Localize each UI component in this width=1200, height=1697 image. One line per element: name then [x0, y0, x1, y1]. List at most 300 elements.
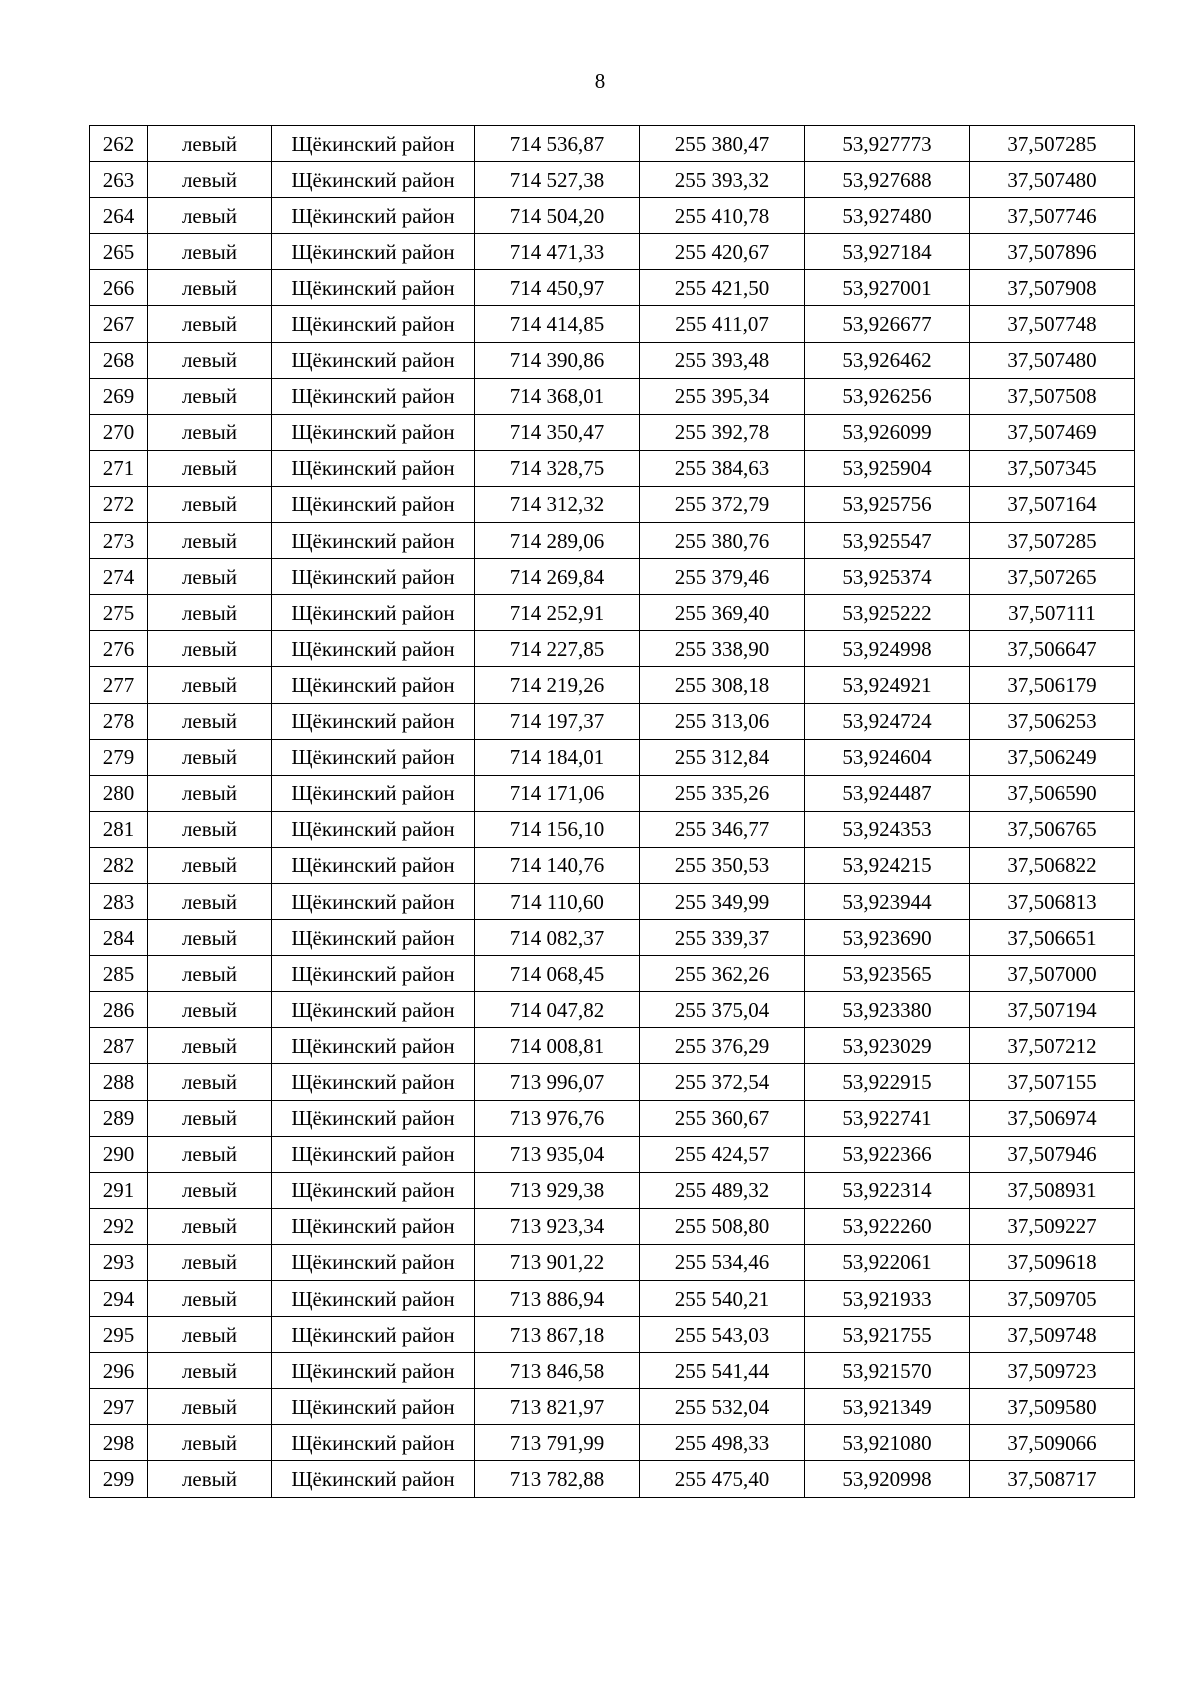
- district-cell: Щёкинский район: [272, 847, 475, 883]
- point-number-cell: 299: [90, 1461, 148, 1497]
- bank-side-cell: левый: [148, 1281, 272, 1317]
- district-cell: Щёкинский район: [272, 1317, 475, 1353]
- longitude-cell: 37,507164: [970, 486, 1135, 522]
- longitude-cell: 37,509580: [970, 1389, 1135, 1425]
- longitude-cell: 37,506765: [970, 811, 1135, 847]
- point-number-cell: 297: [90, 1389, 148, 1425]
- district-cell: Щёкинский район: [272, 1172, 475, 1208]
- y-coordinate-cell: 255 362,26: [640, 956, 805, 992]
- latitude-cell: 53,925374: [805, 559, 970, 595]
- x-coordinate-cell: 714 328,75: [475, 450, 640, 486]
- table-row: [90, 342, 1135, 378]
- longitude-cell: 37,507896: [970, 234, 1135, 270]
- x-coordinate-cell: 713 846,58: [475, 1353, 640, 1389]
- bank-side-cell: левый: [148, 1208, 272, 1244]
- latitude-cell: 53,923565: [805, 956, 970, 992]
- bank-side-cell: левый: [148, 126, 272, 162]
- table-row: [90, 414, 1135, 450]
- y-coordinate-cell: 255 393,32: [640, 162, 805, 198]
- latitude-cell: 53,927184: [805, 234, 970, 270]
- x-coordinate-cell: 714 197,37: [475, 703, 640, 739]
- x-coordinate-cell: 714 536,87: [475, 126, 640, 162]
- longitude-cell: 37,506822: [970, 847, 1135, 883]
- y-coordinate-cell: 255 540,21: [640, 1281, 805, 1317]
- latitude-cell: 53,921933: [805, 1281, 970, 1317]
- point-number-cell: 267: [90, 306, 148, 342]
- latitude-cell: 53,924921: [805, 667, 970, 703]
- longitude-cell: 37,507908: [970, 270, 1135, 306]
- table-row: [90, 198, 1135, 234]
- district-cell: Щёкинский район: [272, 667, 475, 703]
- table-row: [90, 270, 1135, 306]
- latitude-cell: 53,923380: [805, 992, 970, 1028]
- bank-side-cell: левый: [148, 198, 272, 234]
- y-coordinate-cell: 255 489,32: [640, 1172, 805, 1208]
- y-coordinate-cell: 255 346,77: [640, 811, 805, 847]
- longitude-cell: 37,509723: [970, 1353, 1135, 1389]
- y-coordinate-cell: 255 543,03: [640, 1317, 805, 1353]
- y-coordinate-cell: 255 335,26: [640, 775, 805, 811]
- x-coordinate-cell: 714 156,10: [475, 811, 640, 847]
- bank-side-cell: левый: [148, 1353, 272, 1389]
- bank-side-cell: левый: [148, 595, 272, 631]
- district-cell: Щёкинский район: [272, 631, 475, 667]
- latitude-cell: 53,924215: [805, 847, 970, 883]
- bank-side-cell: левый: [148, 523, 272, 559]
- district-cell: Щёкинский район: [272, 992, 475, 1028]
- x-coordinate-cell: 714 414,85: [475, 306, 640, 342]
- y-coordinate-cell: 255 376,29: [640, 1028, 805, 1064]
- bank-side-cell: левый: [148, 920, 272, 956]
- latitude-cell: 53,927688: [805, 162, 970, 198]
- district-cell: Щёкинский район: [272, 1244, 475, 1280]
- table-row: [90, 1244, 1135, 1280]
- x-coordinate-cell: 714 227,85: [475, 631, 640, 667]
- district-cell: Щёкинский район: [272, 1208, 475, 1244]
- x-coordinate-cell: 713 867,18: [475, 1317, 640, 1353]
- latitude-cell: 53,920998: [805, 1461, 970, 1497]
- bank-side-cell: левый: [148, 378, 272, 414]
- bank-side-cell: левый: [148, 883, 272, 919]
- bank-side-cell: левый: [148, 162, 272, 198]
- point-number-cell: 278: [90, 703, 148, 739]
- point-number-cell: 288: [90, 1064, 148, 1100]
- point-number-cell: 291: [90, 1172, 148, 1208]
- y-coordinate-cell: 255 369,40: [640, 595, 805, 631]
- longitude-cell: 37,506249: [970, 739, 1135, 775]
- district-cell: Щёкинский район: [272, 559, 475, 595]
- bank-side-cell: левый: [148, 667, 272, 703]
- latitude-cell: 53,922260: [805, 1208, 970, 1244]
- x-coordinate-cell: 714 140,76: [475, 847, 640, 883]
- table-row: [90, 811, 1135, 847]
- bank-side-cell: левый: [148, 1172, 272, 1208]
- point-number-cell: 295: [90, 1317, 148, 1353]
- table-row: [90, 775, 1135, 811]
- x-coordinate-cell: 713 976,76: [475, 1100, 640, 1136]
- x-coordinate-cell: 714 527,38: [475, 162, 640, 198]
- longitude-cell: 37,506253: [970, 703, 1135, 739]
- longitude-cell: 37,506651: [970, 920, 1135, 956]
- bank-side-cell: левый: [148, 811, 272, 847]
- table-row: [90, 920, 1135, 956]
- bank-side-cell: левый: [148, 1461, 272, 1497]
- bank-side-cell: левый: [148, 775, 272, 811]
- district-cell: Щёкинский район: [272, 523, 475, 559]
- district-cell: Щёкинский район: [272, 234, 475, 270]
- y-coordinate-cell: 255 380,47: [640, 126, 805, 162]
- x-coordinate-cell: 714 110,60: [475, 883, 640, 919]
- table-row: [90, 523, 1135, 559]
- y-coordinate-cell: 255 372,79: [640, 486, 805, 522]
- point-number-cell: 265: [90, 234, 148, 270]
- latitude-cell: 53,924353: [805, 811, 970, 847]
- x-coordinate-cell: 714 219,26: [475, 667, 640, 703]
- latitude-cell: 53,924998: [805, 631, 970, 667]
- district-cell: Щёкинский район: [272, 1389, 475, 1425]
- y-coordinate-cell: 255 313,06: [640, 703, 805, 739]
- longitude-cell: 37,506179: [970, 667, 1135, 703]
- longitude-cell: 37,507746: [970, 198, 1135, 234]
- bank-side-cell: левый: [148, 703, 272, 739]
- point-number-cell: 289: [90, 1100, 148, 1136]
- latitude-cell: 53,925222: [805, 595, 970, 631]
- district-cell: Щёкинский район: [272, 1425, 475, 1461]
- bank-side-cell: левый: [148, 414, 272, 450]
- y-coordinate-cell: 255 411,07: [640, 306, 805, 342]
- latitude-cell: 53,924604: [805, 739, 970, 775]
- district-cell: Щёкинский район: [272, 883, 475, 919]
- point-number-cell: 263: [90, 162, 148, 198]
- table-row: [90, 1425, 1135, 1461]
- longitude-cell: 37,507480: [970, 162, 1135, 198]
- point-number-cell: 271: [90, 450, 148, 486]
- longitude-cell: 37,507345: [970, 450, 1135, 486]
- y-coordinate-cell: 255 393,48: [640, 342, 805, 378]
- bank-side-cell: левый: [148, 486, 272, 522]
- y-coordinate-cell: 255 384,63: [640, 450, 805, 486]
- latitude-cell: 53,925904: [805, 450, 970, 486]
- x-coordinate-cell: 714 252,91: [475, 595, 640, 631]
- district-cell: Щёкинский район: [272, 1136, 475, 1172]
- y-coordinate-cell: 255 338,90: [640, 631, 805, 667]
- y-coordinate-cell: 255 312,84: [640, 739, 805, 775]
- x-coordinate-cell: 713 901,22: [475, 1244, 640, 1280]
- latitude-cell: 53,922061: [805, 1244, 970, 1280]
- latitude-cell: 53,922314: [805, 1172, 970, 1208]
- longitude-cell: 37,507000: [970, 956, 1135, 992]
- x-coordinate-cell: 713 782,88: [475, 1461, 640, 1497]
- longitude-cell: 37,507469: [970, 414, 1135, 450]
- longitude-cell: 37,507265: [970, 559, 1135, 595]
- point-number-cell: 266: [90, 270, 148, 306]
- longitude-cell: 37,509227: [970, 1208, 1135, 1244]
- longitude-cell: 37,509618: [970, 1244, 1135, 1280]
- table-row: [90, 1461, 1135, 1497]
- table-row: [90, 126, 1135, 162]
- x-coordinate-cell: 714 047,82: [475, 992, 640, 1028]
- district-cell: Щёкинский район: [272, 126, 475, 162]
- table-row: [90, 739, 1135, 775]
- point-number-cell: 268: [90, 342, 148, 378]
- point-number-cell: 269: [90, 378, 148, 414]
- point-number-cell: 294: [90, 1281, 148, 1317]
- bank-side-cell: левый: [148, 270, 272, 306]
- point-number-cell: 276: [90, 631, 148, 667]
- x-coordinate-cell: 713 821,97: [475, 1389, 640, 1425]
- district-cell: Щёкинский район: [272, 450, 475, 486]
- x-coordinate-cell: 714 171,06: [475, 775, 640, 811]
- district-cell: Щёкинский район: [272, 162, 475, 198]
- point-number-cell: 283: [90, 883, 148, 919]
- point-number-cell: 290: [90, 1136, 148, 1172]
- x-coordinate-cell: 713 935,04: [475, 1136, 640, 1172]
- latitude-cell: 53,926677: [805, 306, 970, 342]
- point-number-cell: 279: [90, 739, 148, 775]
- point-number-cell: 287: [90, 1028, 148, 1064]
- point-number-cell: 296: [90, 1353, 148, 1389]
- y-coordinate-cell: 255 508,80: [640, 1208, 805, 1244]
- longitude-cell: 37,507212: [970, 1028, 1135, 1064]
- table-row: [90, 595, 1135, 631]
- longitude-cell: 37,507285: [970, 523, 1135, 559]
- latitude-cell: 53,926462: [805, 342, 970, 378]
- point-number-cell: 264: [90, 198, 148, 234]
- district-cell: Щёкинский район: [272, 198, 475, 234]
- y-coordinate-cell: 255 534,46: [640, 1244, 805, 1280]
- y-coordinate-cell: 255 350,53: [640, 847, 805, 883]
- longitude-cell: 37,509748: [970, 1317, 1135, 1353]
- district-cell: Щёкинский район: [272, 414, 475, 450]
- x-coordinate-cell: 714 471,33: [475, 234, 640, 270]
- bank-side-cell: левый: [148, 234, 272, 270]
- table-row: [90, 1064, 1135, 1100]
- point-number-cell: 274: [90, 559, 148, 595]
- table-row: [90, 450, 1135, 486]
- latitude-cell: 53,922741: [805, 1100, 970, 1136]
- table-row: [90, 956, 1135, 992]
- table-row: [90, 1353, 1135, 1389]
- table-row: [90, 1028, 1135, 1064]
- latitude-cell: 53,923690: [805, 920, 970, 956]
- y-coordinate-cell: 255 308,18: [640, 667, 805, 703]
- latitude-cell: 53,926099: [805, 414, 970, 450]
- table-row: [90, 1100, 1135, 1136]
- y-coordinate-cell: 255 349,99: [640, 883, 805, 919]
- point-number-cell: 275: [90, 595, 148, 631]
- x-coordinate-cell: 714 068,45: [475, 956, 640, 992]
- bank-side-cell: левый: [148, 1136, 272, 1172]
- point-number-cell: 272: [90, 486, 148, 522]
- y-coordinate-cell: 255 360,67: [640, 1100, 805, 1136]
- latitude-cell: 53,926256: [805, 378, 970, 414]
- latitude-cell: 53,922915: [805, 1064, 970, 1100]
- bank-side-cell: левый: [148, 631, 272, 667]
- x-coordinate-cell: 714 350,47: [475, 414, 640, 450]
- latitude-cell: 53,927773: [805, 126, 970, 162]
- x-coordinate-cell: 714 082,37: [475, 920, 640, 956]
- district-cell: Щёкинский район: [272, 956, 475, 992]
- district-cell: Щёкинский район: [272, 739, 475, 775]
- y-coordinate-cell: 255 498,33: [640, 1425, 805, 1461]
- bank-side-cell: левый: [148, 1028, 272, 1064]
- y-coordinate-cell: 255 424,57: [640, 1136, 805, 1172]
- point-number-cell: 293: [90, 1244, 148, 1280]
- district-cell: Щёкинский район: [272, 486, 475, 522]
- y-coordinate-cell: 255 372,54: [640, 1064, 805, 1100]
- point-number-cell: 284: [90, 920, 148, 956]
- bank-side-cell: левый: [148, 1244, 272, 1280]
- latitude-cell: 53,921349: [805, 1389, 970, 1425]
- latitude-cell: 53,927480: [805, 198, 970, 234]
- bank-side-cell: левый: [148, 992, 272, 1028]
- point-number-cell: 292: [90, 1208, 148, 1244]
- longitude-cell: 37,507155: [970, 1064, 1135, 1100]
- table-row: [90, 1136, 1135, 1172]
- bank-side-cell: левый: [148, 306, 272, 342]
- table-row: [90, 1389, 1135, 1425]
- district-cell: Щёкинский район: [272, 775, 475, 811]
- x-coordinate-cell: 714 368,01: [475, 378, 640, 414]
- x-coordinate-cell: 714 390,86: [475, 342, 640, 378]
- longitude-cell: 37,509705: [970, 1281, 1135, 1317]
- point-number-cell: 286: [90, 992, 148, 1028]
- x-coordinate-cell: 714 008,81: [475, 1028, 640, 1064]
- latitude-cell: 53,925756: [805, 486, 970, 522]
- x-coordinate-cell: 714 312,32: [475, 486, 640, 522]
- point-number-cell: 273: [90, 523, 148, 559]
- district-cell: Щёкинский район: [272, 378, 475, 414]
- latitude-cell: 53,921755: [805, 1317, 970, 1353]
- latitude-cell: 53,924487: [805, 775, 970, 811]
- bank-side-cell: левый: [148, 1064, 272, 1100]
- x-coordinate-cell: 713 996,07: [475, 1064, 640, 1100]
- y-coordinate-cell: 255 375,04: [640, 992, 805, 1028]
- bank-side-cell: левый: [148, 1389, 272, 1425]
- longitude-cell: 37,506813: [970, 883, 1135, 919]
- point-number-cell: 262: [90, 126, 148, 162]
- table-row: [90, 1281, 1135, 1317]
- x-coordinate-cell: 714 289,06: [475, 523, 640, 559]
- y-coordinate-cell: 255 410,78: [640, 198, 805, 234]
- district-cell: Щёкинский район: [272, 306, 475, 342]
- longitude-cell: 37,508931: [970, 1172, 1135, 1208]
- latitude-cell: 53,922366: [805, 1136, 970, 1172]
- latitude-cell: 53,921080: [805, 1425, 970, 1461]
- district-cell: Щёкинский район: [272, 1461, 475, 1497]
- latitude-cell: 53,923029: [805, 1028, 970, 1064]
- x-coordinate-cell: 714 184,01: [475, 739, 640, 775]
- table-row: [90, 1208, 1135, 1244]
- x-coordinate-cell: 713 923,34: [475, 1208, 640, 1244]
- bank-side-cell: левый: [148, 1425, 272, 1461]
- longitude-cell: 37,506647: [970, 631, 1135, 667]
- district-cell: Щёкинский район: [272, 1064, 475, 1100]
- district-cell: Щёкинский район: [272, 595, 475, 631]
- bank-side-cell: левый: [148, 342, 272, 378]
- latitude-cell: 53,923944: [805, 883, 970, 919]
- district-cell: Щёкинский район: [272, 1281, 475, 1317]
- table-row: [90, 234, 1135, 270]
- district-cell: Щёкинский район: [272, 270, 475, 306]
- table-row: [90, 703, 1135, 739]
- x-coordinate-cell: 713 929,38: [475, 1172, 640, 1208]
- point-number-cell: 280: [90, 775, 148, 811]
- x-coordinate-cell: 714 450,97: [475, 270, 640, 306]
- longitude-cell: 37,508717: [970, 1461, 1135, 1497]
- coordinates-table: [89, 125, 1135, 1498]
- x-coordinate-cell: 713 791,99: [475, 1425, 640, 1461]
- bank-side-cell: левый: [148, 739, 272, 775]
- y-coordinate-cell: 255 380,76: [640, 523, 805, 559]
- longitude-cell: 37,506590: [970, 775, 1135, 811]
- longitude-cell: 37,507946: [970, 1136, 1135, 1172]
- y-coordinate-cell: 255 392,78: [640, 414, 805, 450]
- x-coordinate-cell: 714 504,20: [475, 198, 640, 234]
- table-row: [90, 1172, 1135, 1208]
- point-number-cell: 281: [90, 811, 148, 847]
- page-number: 8: [594, 69, 606, 93]
- y-coordinate-cell: 255 532,04: [640, 1389, 805, 1425]
- longitude-cell: 37,507480: [970, 342, 1135, 378]
- table-row: [90, 378, 1135, 414]
- table-row: [90, 883, 1135, 919]
- table-row: [90, 306, 1135, 342]
- longitude-cell: 37,507194: [970, 992, 1135, 1028]
- y-coordinate-cell: 255 395,34: [640, 378, 805, 414]
- longitude-cell: 37,507285: [970, 126, 1135, 162]
- bank-side-cell: левый: [148, 559, 272, 595]
- y-coordinate-cell: 255 379,46: [640, 559, 805, 595]
- bank-side-cell: левый: [148, 1317, 272, 1353]
- latitude-cell: 53,921570: [805, 1353, 970, 1389]
- table-row: [90, 559, 1135, 595]
- bank-side-cell: левый: [148, 450, 272, 486]
- point-number-cell: 270: [90, 414, 148, 450]
- x-coordinate-cell: 713 886,94: [475, 1281, 640, 1317]
- longitude-cell: 37,507111: [970, 595, 1135, 631]
- district-cell: Щёкинский район: [272, 1100, 475, 1136]
- table-row: [90, 847, 1135, 883]
- table-row: [90, 1317, 1135, 1353]
- longitude-cell: 37,509066: [970, 1425, 1135, 1461]
- district-cell: Щёкинский район: [272, 342, 475, 378]
- longitude-cell: 37,507508: [970, 378, 1135, 414]
- table-row: [90, 992, 1135, 1028]
- y-coordinate-cell: 255 421,50: [640, 270, 805, 306]
- longitude-cell: 37,507748: [970, 306, 1135, 342]
- point-number-cell: 298: [90, 1425, 148, 1461]
- table-row: [90, 631, 1135, 667]
- latitude-cell: 53,925547: [805, 523, 970, 559]
- district-cell: Щёкинский район: [272, 1028, 475, 1064]
- y-coordinate-cell: 255 475,40: [640, 1461, 805, 1497]
- point-number-cell: 282: [90, 847, 148, 883]
- y-coordinate-cell: 255 339,37: [640, 920, 805, 956]
- table-row: [90, 162, 1135, 198]
- table-row: [90, 667, 1135, 703]
- latitude-cell: 53,927001: [805, 270, 970, 306]
- district-cell: Щёкинский район: [272, 920, 475, 956]
- table-row: [90, 486, 1135, 522]
- bank-side-cell: левый: [148, 847, 272, 883]
- x-coordinate-cell: 714 269,84: [475, 559, 640, 595]
- y-coordinate-cell: 255 541,44: [640, 1353, 805, 1389]
- point-number-cell: 285: [90, 956, 148, 992]
- district-cell: Щёкинский район: [272, 811, 475, 847]
- bank-side-cell: левый: [148, 1100, 272, 1136]
- point-number-cell: 277: [90, 667, 148, 703]
